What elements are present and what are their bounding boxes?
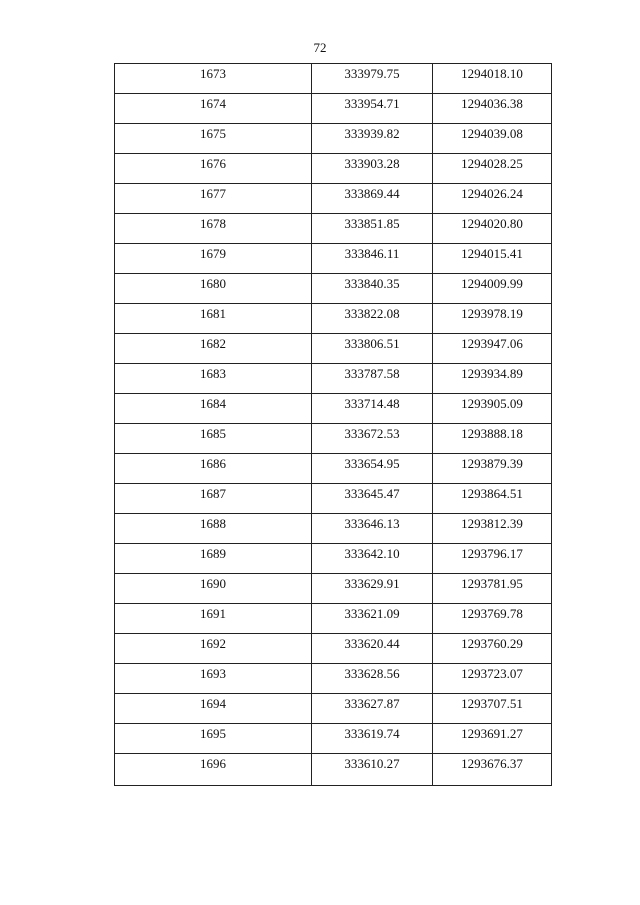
x-coordinate-cell: 333851.85: [312, 214, 433, 244]
point-id-cell: 1677: [115, 184, 312, 214]
y-coordinate-cell: 1293934.89: [433, 364, 552, 394]
y-coordinate-cell: 1294020.80: [433, 214, 552, 244]
y-coordinate-cell: 1294039.08: [433, 124, 552, 154]
x-coordinate-cell: 333903.28: [312, 154, 433, 184]
y-coordinate-cell: 1293760.29: [433, 634, 552, 664]
y-coordinate-cell: 1293879.39: [433, 454, 552, 484]
y-coordinate-cell: 1293707.51: [433, 694, 552, 724]
point-id-cell: 1675: [115, 124, 312, 154]
point-id-cell: 1690: [115, 574, 312, 604]
x-coordinate-cell: 333939.82: [312, 124, 433, 154]
point-id-cell: 1689: [115, 544, 312, 574]
point-id-cell: 1693: [115, 664, 312, 694]
coordinates-table-body: [115, 64, 552, 786]
point-id-cell: 1682: [115, 334, 312, 364]
y-coordinate-cell: 1294028.25: [433, 154, 552, 184]
table-row: [115, 64, 552, 94]
table-row: [115, 544, 552, 574]
table-row: [115, 334, 552, 364]
table-row: [115, 394, 552, 424]
point-id-cell: 1696: [115, 754, 312, 786]
table-row: [115, 424, 552, 454]
point-id-cell: 1681: [115, 304, 312, 334]
point-id-cell: 1687: [115, 484, 312, 514]
point-id-cell: 1679: [115, 244, 312, 274]
point-id-cell: 1691: [115, 604, 312, 634]
point-id-cell: 1676: [115, 154, 312, 184]
point-id-cell: 1695: [115, 724, 312, 754]
y-coordinate-cell: 1294018.10: [433, 64, 552, 94]
point-id-cell: 1673: [115, 64, 312, 94]
table-row: [115, 574, 552, 604]
table-row: [115, 454, 552, 484]
x-coordinate-cell: 333654.95: [312, 454, 433, 484]
table-row: [115, 244, 552, 274]
x-coordinate-cell: 333869.44: [312, 184, 433, 214]
y-coordinate-cell: 1293978.19: [433, 304, 552, 334]
table-row: [115, 514, 552, 544]
x-coordinate-cell: 333610.27: [312, 754, 433, 786]
point-id-cell: 1686: [115, 454, 312, 484]
table-row: [115, 724, 552, 754]
y-coordinate-cell: 1293676.37: [433, 754, 552, 786]
y-coordinate-cell: 1293796.17: [433, 544, 552, 574]
table-row: [115, 154, 552, 184]
page-number: 72: [313, 40, 327, 55]
y-coordinate-cell: 1293691.27: [433, 724, 552, 754]
point-id-cell: 1680: [115, 274, 312, 304]
point-id-cell: 1684: [115, 394, 312, 424]
y-coordinate-cell: 1293864.51: [433, 484, 552, 514]
table-row: [115, 604, 552, 634]
x-coordinate-cell: 333846.11: [312, 244, 433, 274]
y-coordinate-cell: 1294015.41: [433, 244, 552, 274]
point-id-cell: 1678: [115, 214, 312, 244]
x-coordinate-cell: 333954.71: [312, 94, 433, 124]
y-coordinate-cell: 1293888.18: [433, 424, 552, 454]
point-id-cell: 1685: [115, 424, 312, 454]
x-coordinate-cell: 333628.56: [312, 664, 433, 694]
x-coordinate-cell: 333787.58: [312, 364, 433, 394]
table-row: [115, 754, 552, 786]
point-id-cell: 1694: [115, 694, 312, 724]
y-coordinate-cell: 1293723.07: [433, 664, 552, 694]
table-row: [115, 664, 552, 694]
y-coordinate-cell: 1294009.99: [433, 274, 552, 304]
table-row: [115, 304, 552, 334]
table-row: [115, 184, 552, 214]
x-coordinate-cell: 333621.09: [312, 604, 433, 634]
y-coordinate-cell: 1294026.24: [433, 184, 552, 214]
x-coordinate-cell: 333619.74: [312, 724, 433, 754]
x-coordinate-cell: 333979.75: [312, 64, 433, 94]
x-coordinate-cell: 333629.91: [312, 574, 433, 604]
y-coordinate-cell: 1293947.06: [433, 334, 552, 364]
y-coordinate-cell: 1293905.09: [433, 394, 552, 424]
x-coordinate-cell: 333714.48: [312, 394, 433, 424]
x-coordinate-cell: 333672.53: [312, 424, 433, 454]
table-row: [115, 634, 552, 664]
x-coordinate-cell: 333642.10: [312, 544, 433, 574]
table-row: [115, 94, 552, 124]
x-coordinate-cell: 333620.44: [312, 634, 433, 664]
x-coordinate-cell: 333840.35: [312, 274, 433, 304]
coordinates-table: [114, 63, 552, 786]
x-coordinate-cell: 333806.51: [312, 334, 433, 364]
y-coordinate-cell: 1293812.39: [433, 514, 552, 544]
table-row: [115, 484, 552, 514]
table-row: [115, 214, 552, 244]
x-coordinate-cell: 333627.87: [312, 694, 433, 724]
y-coordinate-cell: 1293769.78: [433, 604, 552, 634]
point-id-cell: 1683: [115, 364, 312, 394]
y-coordinate-cell: 1293781.95: [433, 574, 552, 604]
table-row: [115, 274, 552, 304]
point-id-cell: 1674: [115, 94, 312, 124]
point-id-cell: 1688: [115, 514, 312, 544]
x-coordinate-cell: 333822.08: [312, 304, 433, 334]
y-coordinate-cell: 1294036.38: [433, 94, 552, 124]
x-coordinate-cell: 333645.47: [312, 484, 433, 514]
table-row: [115, 124, 552, 154]
table-row: [115, 364, 552, 394]
x-coordinate-cell: 333646.13: [312, 514, 433, 544]
point-id-cell: 1692: [115, 634, 312, 664]
table-row: [115, 694, 552, 724]
